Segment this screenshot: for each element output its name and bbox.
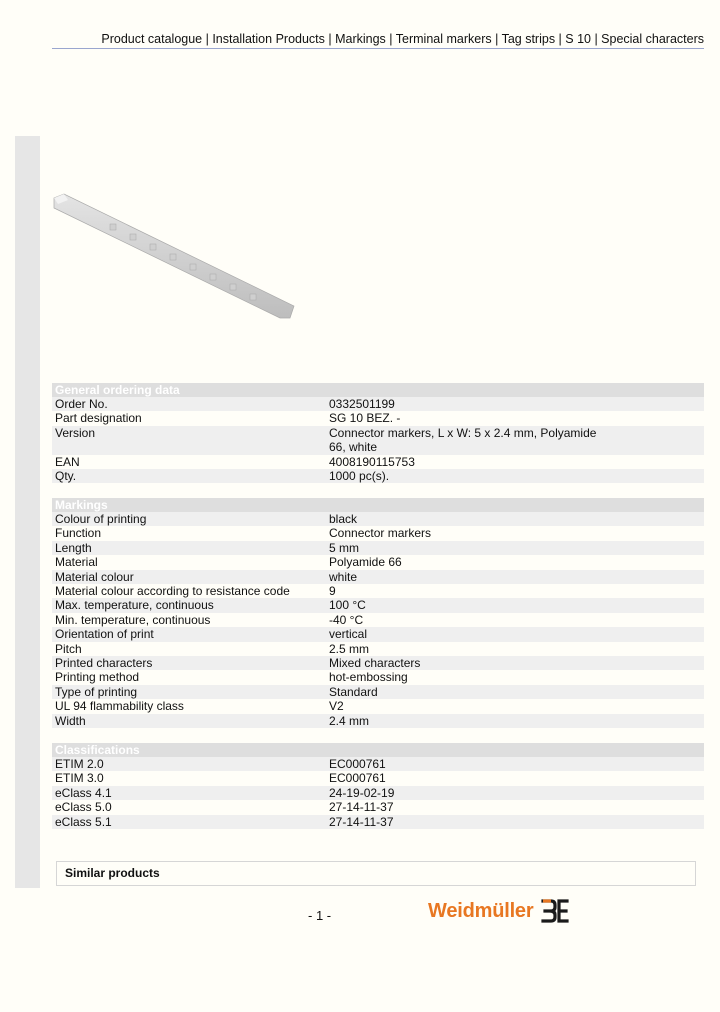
row-key: Material colour according to resistance code	[55, 584, 290, 599]
table-row	[52, 613, 704, 627]
row-key: Part designation	[55, 411, 142, 426]
table-row	[52, 455, 704, 469]
general-ordering-section	[52, 383, 704, 483]
row-key: Colour of printing	[55, 512, 147, 526]
row-value: EC000761	[329, 757, 386, 771]
product-image	[50, 190, 300, 325]
row-value: EC000761	[329, 771, 386, 786]
row-key: Pitch	[55, 641, 82, 656]
row-key: Length	[55, 540, 92, 555]
row-value: 2.4 mm	[329, 713, 370, 728]
row-key: UL 94 flammability class	[55, 699, 184, 714]
row-key: Min. temperature, continuous	[55, 612, 211, 627]
markings-section	[52, 498, 704, 728]
row-key: eClass 5.0	[55, 800, 112, 815]
row-value: 2.5 mm	[329, 641, 370, 656]
row-key: Function	[55, 526, 102, 541]
table-row	[52, 699, 704, 713]
row-value: -40 °C	[329, 612, 364, 627]
table-row	[52, 598, 704, 612]
table-row	[52, 771, 704, 785]
row-value: 100 °C	[329, 598, 366, 613]
table-row	[52, 555, 704, 569]
table-row	[52, 714, 704, 728]
row-value: black	[329, 512, 358, 526]
table-row	[52, 469, 704, 483]
section-header: Markings	[52, 498, 704, 512]
table-row	[52, 584, 704, 598]
row-key: Material colour	[55, 569, 134, 584]
row-key: ETIM 2.0	[55, 757, 104, 771]
row-value: hot-embossing	[329, 670, 408, 685]
breadcrumb: Product catalogue | Installation Products | Markings | Terminal markers | Tag strips | S 10 | Special characters	[52, 32, 704, 49]
table-row	[52, 512, 704, 526]
row-key: Max. temperature, continuous	[55, 598, 214, 613]
table-row	[52, 670, 704, 684]
row-value: 24-19-02-19	[329, 785, 395, 800]
row-key: Orientation of print	[55, 627, 154, 642]
row-value: vertical	[329, 627, 368, 642]
table-row	[52, 397, 704, 411]
table-row	[52, 815, 704, 829]
row-key: Type of printing	[55, 684, 138, 699]
table-row	[52, 627, 704, 641]
row-value: Polyamide 66	[329, 555, 402, 570]
section-header: General ordering data	[52, 383, 704, 397]
row-key: ETIM 3.0	[55, 771, 104, 786]
row-key: Printing method	[55, 670, 140, 685]
table-row	[52, 570, 704, 584]
row-value: 5 mm	[329, 540, 359, 555]
row-value: 4008190115753	[329, 454, 415, 469]
row-key: eClass 5.1	[55, 814, 112, 829]
table-row	[52, 685, 704, 699]
row-key: Material	[55, 555, 98, 570]
row-value: SG 10 BEZ. -	[329, 411, 401, 426]
table-row	[52, 757, 704, 771]
similar-products-box[interactable]: Similar products	[56, 861, 696, 886]
table-row	[52, 800, 704, 814]
table-row	[52, 526, 704, 540]
row-value: 27-14-11-37	[329, 800, 394, 815]
row-value: 27-14-11-37	[329, 814, 394, 829]
table-row	[52, 786, 704, 800]
table-row	[52, 541, 704, 555]
table-row	[52, 656, 704, 670]
row-value: V2	[329, 699, 344, 714]
row-key: eClass 4.1	[55, 785, 112, 800]
row-key: Width	[55, 713, 86, 728]
table-row	[52, 426, 704, 455]
page-number: - 1 -	[308, 908, 332, 923]
row-value: 0332501199	[329, 397, 395, 411]
brand-logo	[428, 898, 569, 924]
weidmuller-mark-icon	[541, 898, 569, 924]
row-value: Connector markers, L x W: 5 x 2.4 mm, Polyamide 66, white	[329, 425, 597, 455]
row-key: EAN	[55, 454, 80, 469]
logo-text: Weidmüller	[428, 899, 534, 922]
row-key: Version	[55, 425, 96, 440]
row-key: Order No.	[55, 397, 108, 411]
row-value: Connector markers	[329, 526, 432, 541]
row-value: white	[329, 569, 358, 584]
table-row	[52, 642, 704, 656]
row-value: Mixed characters	[329, 656, 421, 671]
classifications-section	[52, 743, 704, 829]
side-bar	[15, 136, 40, 888]
table-row	[52, 411, 704, 425]
section-header: Classifications	[52, 743, 704, 757]
row-value: 1000 pc(s).	[329, 469, 390, 484]
row-key: Qty.	[55, 469, 77, 484]
row-value: 9	[329, 584, 336, 599]
row-key: Printed characters	[55, 656, 153, 671]
row-value: Standard	[329, 684, 378, 699]
